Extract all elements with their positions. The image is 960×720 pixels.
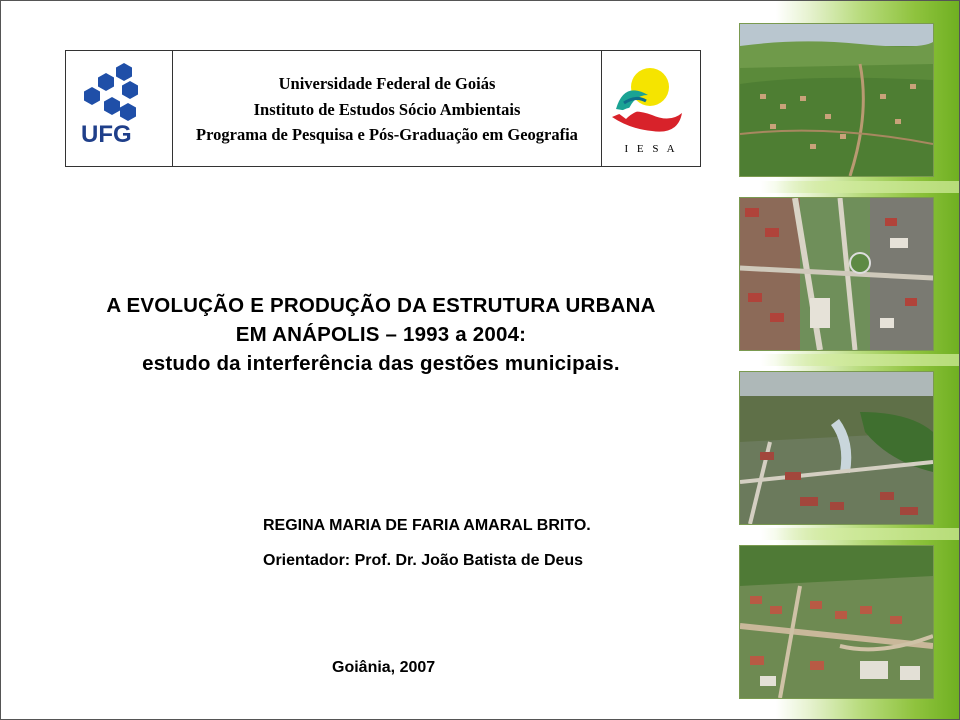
place-and-date: Goiânia, 2007 bbox=[332, 659, 436, 676]
title-line-1: A EVOLUÇÃO E PRODUÇÃO DA ESTRUTURA URBANA bbox=[106, 294, 656, 317]
aerial-city-photo-river bbox=[739, 371, 934, 525]
ufg-hexagons-icon bbox=[66, 53, 172, 123]
title-line-3: estudo da interferência das gestões municipais. bbox=[142, 352, 620, 375]
institute-name: Instituto de Estudos Sócio Ambientais bbox=[253, 100, 521, 119]
aerial-city-photo-downtown bbox=[739, 197, 934, 351]
ufg-logo bbox=[66, 51, 173, 166]
author-name: REGINA MARIA DE FARIA AMARAL BRITO. bbox=[263, 517, 591, 534]
iesa-logo-text: I E S A bbox=[624, 143, 678, 155]
title-line-2: EM ANÁPOLIS – 1993 a 2004: bbox=[235, 323, 527, 346]
institution-header bbox=[65, 50, 701, 167]
iesa-emblem-icon bbox=[602, 51, 700, 143]
aerial-city-photo-hills bbox=[739, 23, 934, 177]
decorative-stripe bbox=[761, 354, 960, 366]
decorative-stripe bbox=[761, 181, 960, 193]
program-name: Programa de Pesquisa e Pós-Graduação em Geografia bbox=[196, 125, 578, 144]
iesa-logo bbox=[601, 51, 700, 166]
university-name: Universidade Federal de Goiás bbox=[278, 74, 496, 93]
header-text-block bbox=[173, 51, 601, 166]
advisor-name: Orientador: Prof. Dr. João Batista de Deus bbox=[263, 552, 584, 569]
thesis-title bbox=[31, 291, 731, 378]
aerial-city-photo-neighborhood bbox=[739, 545, 934, 699]
ufg-logo-text: UFG bbox=[81, 121, 132, 148]
decorative-stripe bbox=[761, 528, 960, 540]
